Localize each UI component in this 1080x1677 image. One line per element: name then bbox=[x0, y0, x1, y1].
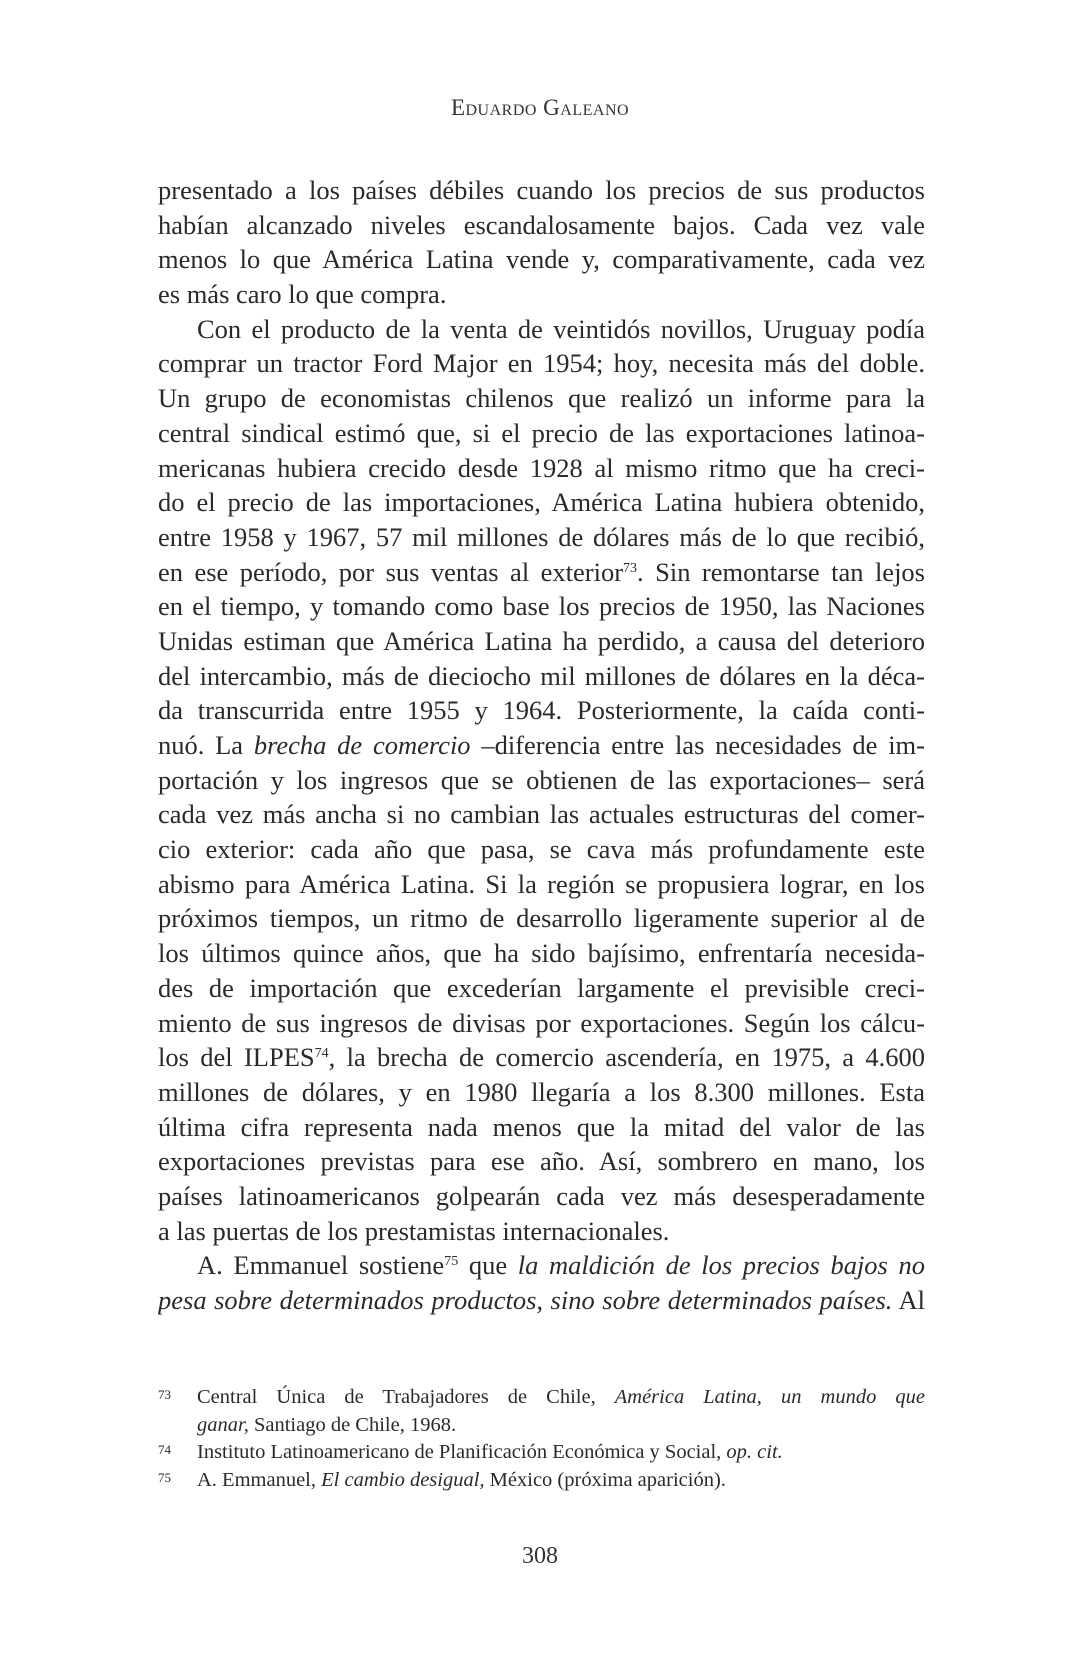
text-segment: presentado a los países débiles cuando los precios de sus productos bbox=[158, 175, 925, 205]
text-line bbox=[158, 520, 925, 555]
text-line bbox=[158, 381, 925, 416]
text-line bbox=[158, 416, 925, 451]
text-segment: nuó. La bbox=[158, 730, 254, 760]
text-segment: A. Emmanuel, bbox=[197, 1468, 322, 1491]
text-line bbox=[158, 1075, 925, 1110]
text-line bbox=[158, 797, 925, 832]
text-segment: próximos tiempos, un ritmo de desarrollo ligeramente superior al de bbox=[158, 903, 925, 934]
text-segment: Unidas estiman que América Latina ha perdido, a causa del deterioro bbox=[158, 625, 925, 656]
text-segment: cio exterior: cada año que pasa, se cava más profundamente este bbox=[158, 834, 925, 865]
text-segment: comprar un tractor Ford Major en 1954; hoy, necesita más del doble. bbox=[158, 348, 925, 379]
text-segment: portación y los ingresos que se obtienen de las exportaciones– será bbox=[158, 764, 925, 795]
text-segment: es más caro lo que compra. bbox=[158, 279, 447, 310]
text-segment: los del ILPES bbox=[158, 1042, 315, 1073]
text-line bbox=[158, 346, 925, 381]
text-segment: miento de sus ingresos de divisas por exportaciones. Según los cálcu- bbox=[158, 1007, 925, 1038]
text-line bbox=[158, 728, 925, 763]
text-line bbox=[158, 971, 925, 1006]
text-line bbox=[158, 1040, 925, 1075]
text-segment: mericanas hubiera crecido desde 1928 al mismo ritmo que ha creci- bbox=[158, 452, 925, 483]
text-line bbox=[158, 1248, 925, 1283]
italic-text: ganar, bbox=[197, 1413, 249, 1436]
text-segment: des de importación que excederían largamente el previsible creci- bbox=[158, 972, 925, 1003]
text-line bbox=[158, 936, 925, 971]
text-line bbox=[158, 693, 925, 728]
text-segment: do el precio de las importaciones, América Latina hubiera obtenido, bbox=[158, 487, 925, 518]
text-segment: los últimos quince años, que ha sido bajísimo, enfrentaría necesida- bbox=[158, 938, 925, 969]
text-segment: menos lo que América Latina vende y, comparativamente, cada vez bbox=[158, 244, 925, 275]
text-segment: en el tiempo, y tomando como base los precios de 1950, las Naciones bbox=[158, 591, 925, 622]
running-head: Eduardo Galeano bbox=[450, 95, 630, 120]
footnote-line bbox=[197, 1384, 925, 1412]
footnote-ref: 74 bbox=[314, 1046, 329, 1062]
text-segment: da transcurrida entre 1955 y 1964. Posteriormente, la caída conti- bbox=[158, 695, 925, 726]
text-segment: última cifra representa nada menos que la mitad del valor de las bbox=[158, 1111, 925, 1142]
text-line bbox=[158, 485, 925, 520]
footnote-line bbox=[197, 1467, 925, 1495]
footnote-number: 74 bbox=[158, 1442, 171, 1457]
text-line bbox=[158, 1006, 925, 1041]
italic-text: El cambio desigual, bbox=[321, 1468, 485, 1491]
text-line bbox=[158, 1179, 925, 1214]
footnote-number: 73 bbox=[158, 1387, 171, 1402]
page-number: 308 bbox=[522, 1543, 558, 1569]
text-segment: exportaciones previstas para ese año. Así, sombrero en mano, los bbox=[158, 1146, 925, 1177]
text-segment: Con el producto de la venta de veintidós novillos, Uruguay podía bbox=[197, 313, 925, 344]
italic-text: op. cit. bbox=[726, 1441, 783, 1463]
text-line bbox=[158, 1283, 925, 1318]
footnote-ref: 73 bbox=[623, 560, 638, 576]
text-line bbox=[158, 277, 925, 312]
text-segment: abismo para América Latina. Si la región se propusiera lograr, en los bbox=[158, 868, 925, 899]
text-line bbox=[158, 763, 925, 798]
text-segment: que bbox=[458, 1250, 518, 1281]
text-segment: Santiago de Chile, 1968. bbox=[248, 1413, 457, 1436]
text-segment: Central Única de Trabajadores de Chile, bbox=[197, 1386, 615, 1408]
text-line bbox=[158, 208, 925, 243]
text-segment: habían alcanzado niveles escandalosamente bajos. Cada vez vale bbox=[158, 209, 925, 240]
footnote-line bbox=[197, 1412, 925, 1440]
text-segment: Al bbox=[892, 1285, 925, 1315]
text-segment: millones de dólares, y en 1980 llegaría a los 8.300 millones. Esta bbox=[158, 1076, 925, 1107]
footnote-line bbox=[197, 1439, 925, 1467]
body-text bbox=[158, 173, 925, 1318]
text-segment: en ese período, por sus ventas al exterior bbox=[158, 556, 624, 587]
footnote bbox=[158, 1439, 925, 1467]
text-segment: Instituto Latinoamericano de Planificación Económica y Social, bbox=[197, 1441, 727, 1463]
italic-text: brecha de comercio bbox=[253, 730, 471, 760]
text-segment: México (próxima aparición). bbox=[484, 1468, 726, 1491]
text-segment: países latinoamericanos golpearán cada vez más desesperadamente bbox=[158, 1180, 925, 1211]
footnote-ref: 75 bbox=[444, 1254, 459, 1270]
italic-text: la maldición de los precios bajos no bbox=[517, 1250, 925, 1281]
text-segment: a las puertas de los prestamistas internacionales. bbox=[158, 1215, 670, 1246]
italic-text: América Latina, un mundo que bbox=[614, 1386, 925, 1408]
italic-text: pesa sobre determinados productos, sino sobre determinados países. bbox=[158, 1285, 893, 1315]
text-line bbox=[158, 867, 925, 902]
text-line bbox=[158, 173, 925, 208]
text-segment: central sindical estimó que, si el precio de las exportaciones latinoa- bbox=[158, 417, 925, 448]
text-segment: cada vez más ancha si no cambian las actuales estructuras del comer- bbox=[158, 799, 925, 830]
footnote-number: 75 bbox=[158, 1469, 171, 1485]
text-segment: , la brecha de comercio ascendería, en 1975, a 4.600 bbox=[328, 1042, 925, 1073]
text-line bbox=[158, 624, 925, 659]
text-segment: . Sin remontarse tan lejos bbox=[637, 556, 925, 587]
text-segment: del intercambio, más de dieciocho mil millones de dólares en la déca- bbox=[158, 660, 925, 691]
footnote bbox=[158, 1384, 925, 1439]
text-line bbox=[158, 312, 925, 347]
text-line bbox=[158, 1110, 925, 1145]
text-line bbox=[158, 451, 925, 486]
text-line bbox=[158, 242, 925, 277]
text-line bbox=[158, 555, 925, 590]
text-line bbox=[158, 659, 925, 694]
text-segment: entre 1958 y 1967, 57 mil millones de dólares más de lo que recibió, bbox=[158, 521, 925, 552]
text-line bbox=[158, 1144, 925, 1179]
text-line bbox=[158, 1214, 925, 1249]
text-line bbox=[158, 589, 925, 624]
text-segment: –diferencia entre las necesidades de im- bbox=[470, 730, 925, 760]
footnotes bbox=[158, 1384, 925, 1494]
text-line bbox=[158, 901, 925, 936]
footnote bbox=[158, 1467, 925, 1495]
text-segment: Un grupo de economistas chilenos que realizó un informe para la bbox=[158, 383, 925, 414]
text-line bbox=[158, 832, 925, 867]
text-segment: A. Emmanuel sostiene bbox=[197, 1250, 445, 1281]
